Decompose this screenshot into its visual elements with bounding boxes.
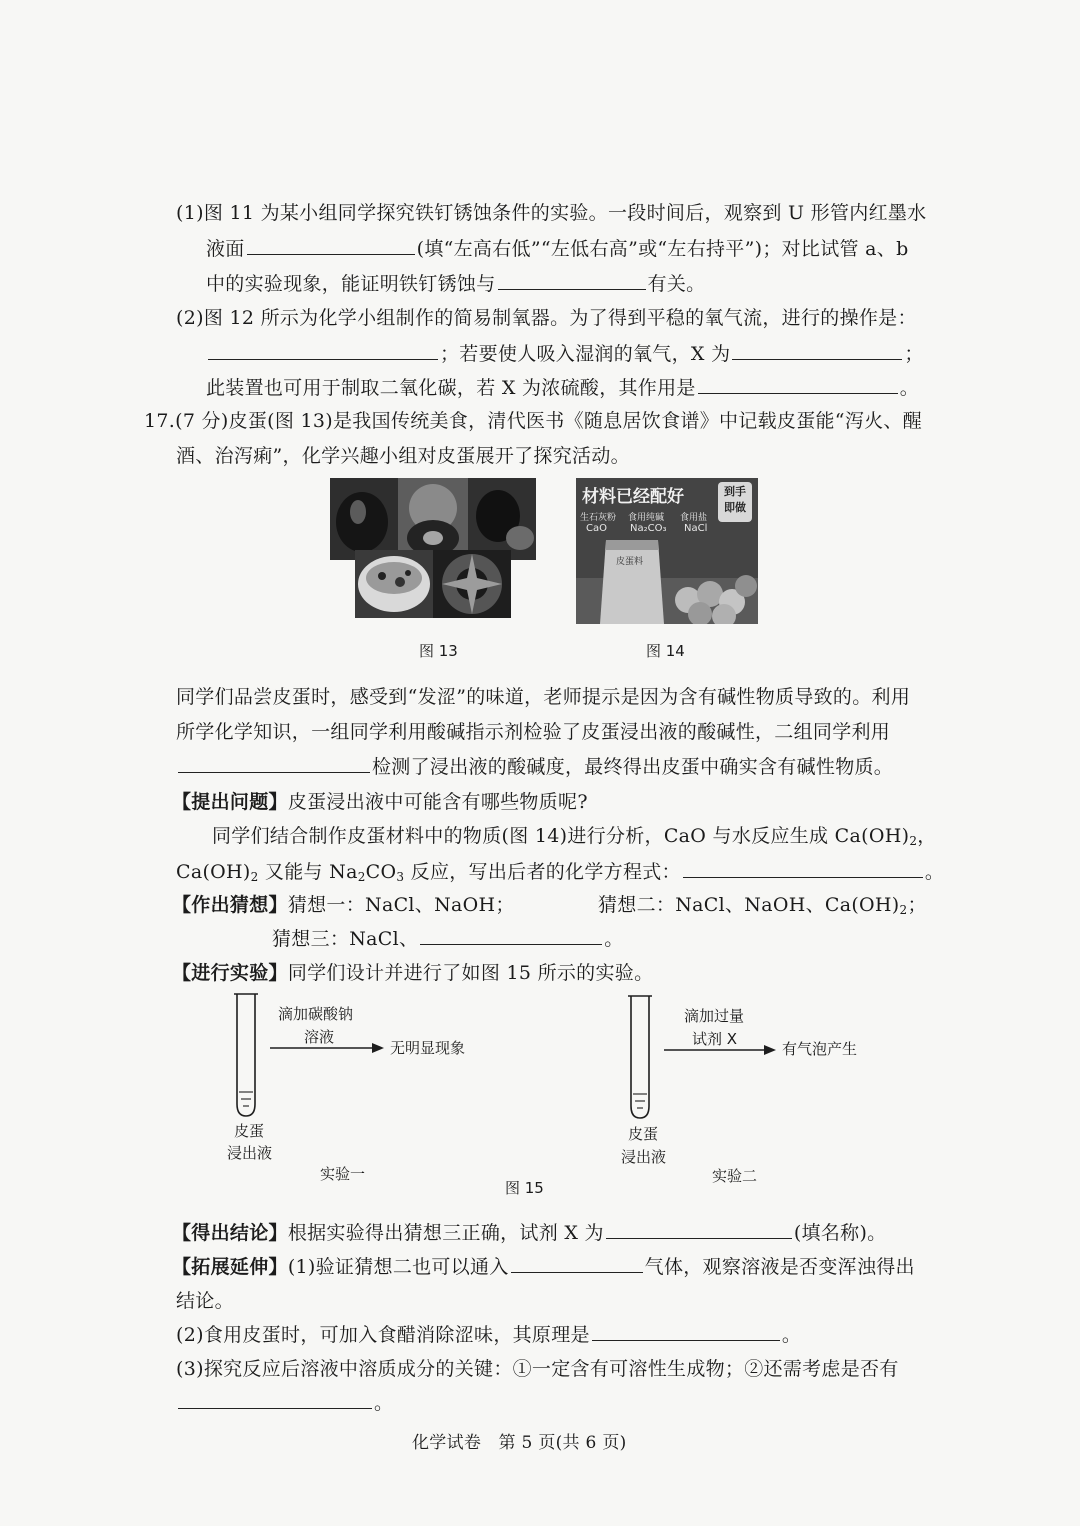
q17-para-line2: 所学化学知识，一组同学利用酸碱指示剂检验了皮蛋浸出液的酸碱性，二组同学利用 xyxy=(176,721,891,743)
text: (填“左高右低”“左低右高”或“左右持平”)；对比试管 a、b xyxy=(416,238,909,260)
section-tag-conclusion: 【得出结论】 xyxy=(172,1222,288,1244)
fig14-chem-nacl: NaCl xyxy=(684,523,708,534)
text: 皮蛋浸出液中可能含有哪些物质呢? xyxy=(287,791,588,813)
answer-blank-reagent-x[interactable] xyxy=(606,1220,792,1239)
q17-extend-line1 xyxy=(172,1254,915,1280)
sub: 2 xyxy=(357,870,366,884)
text: 。 xyxy=(924,861,945,883)
exp2-tube-line1: 皮蛋 xyxy=(628,1125,659,1143)
fig14-headline: 材料已经配好 xyxy=(582,487,684,507)
badge-line1: 到手 xyxy=(724,485,746,498)
text: 此装置也可用于制取二氧化碳，若 X 为浓硫酸，其作用是 xyxy=(206,377,696,399)
fig14-label-salt: 食用盐 xyxy=(680,513,708,523)
text: (1)验证猜想二也可以通入 xyxy=(287,1256,509,1278)
q16-part2-line1: (2)图 12 所示为化学小组制作的简易制氧器。为了得到平稳的氧气流，进行的操作是： xyxy=(176,307,917,329)
figure-15-caption: 图 15 xyxy=(505,1179,544,1197)
q17-extend-line1-cont: 结论。 xyxy=(176,1290,234,1312)
text: ； xyxy=(907,894,927,916)
fig14-chem-na2co3: Na₂CO₃ xyxy=(630,523,667,534)
sub: 2 xyxy=(250,870,259,884)
exp1-name: 实验一 xyxy=(320,1165,366,1183)
text: (2)食用皮蛋时，可加入食醋消除涩味，其原理是 xyxy=(176,1324,590,1346)
exp1-tube-line1: 皮蛋 xyxy=(234,1122,265,1140)
text: 液面 xyxy=(206,238,245,260)
exp2-tube-line2: 浸出液 xyxy=(621,1148,667,1166)
text: (填名称)。 xyxy=(793,1222,887,1244)
fig14-chem-cao: CaO xyxy=(586,523,607,534)
text: 猜想三：NaCl、 xyxy=(272,928,419,950)
text: 反应，写出后者的化学方程式： xyxy=(404,861,681,883)
q17-extend-line3-cont xyxy=(176,1390,393,1416)
badge-line2: 即做 xyxy=(724,501,746,514)
page-footer: 化学试卷 第 5 页(共 6 页) xyxy=(412,1433,627,1453)
text: 猜想一：NaCl、NaOH； xyxy=(287,894,515,916)
text: 中的实验现象，能证明铁钉锈蚀与 xyxy=(206,273,496,295)
section-tag-extend: 【拓展延伸】 xyxy=(172,1256,288,1278)
exp1-tube-line2: 浸出液 xyxy=(227,1144,273,1162)
text: 。 xyxy=(899,377,920,399)
fig14-label-cao: 生石灰粉 xyxy=(580,513,617,523)
exp1-result: 无明显现象 xyxy=(390,1039,466,1057)
text: 同学们结合制作皮蛋材料中的物质(图 14)进行分析，CaO 与水反应生成 Ca(OH) xyxy=(212,825,910,847)
sub: 2 xyxy=(909,834,918,848)
q16-part1-line1: (1)图 11 为某小组同学探究铁钉锈蚀条件的实验。一段时间后，观察到 U 形管内红墨水 xyxy=(176,202,927,224)
exp2-result: 有气泡产生 xyxy=(782,1040,858,1058)
text: ； xyxy=(904,343,924,365)
text: 。 xyxy=(781,1324,802,1346)
q17-conclusion xyxy=(172,1220,886,1246)
section-tag-guess: 【作出猜想】 xyxy=(172,894,288,916)
exp1-reagent-line1: 滴加碳酸钠 xyxy=(278,1005,354,1023)
test-tube-2 xyxy=(628,996,652,1118)
text: 又能与 Na xyxy=(258,861,358,883)
q17-extend-line3: (3)探究反应后溶液中溶质成分的关键：①一定含有可溶性生成物；②还需考虑是否有 xyxy=(176,1358,899,1380)
section-tag-experiment: 【进行实验】 xyxy=(172,962,288,984)
section-tag-question: 【提出问题】 xyxy=(172,791,288,813)
test-tube-1 xyxy=(234,994,258,1116)
text: 气体，观察溶液是否变浑浊得出 xyxy=(644,1256,915,1278)
answer-blank-vinegar-principle[interactable] xyxy=(592,1322,780,1341)
exp1-reagent-line2: 溶液 xyxy=(304,1028,335,1046)
text: CO xyxy=(365,861,397,883)
figure-14-caption: 图 14 xyxy=(646,642,685,660)
text: 猜想二：NaCl、NaOH、Ca(OH) xyxy=(598,894,900,916)
text: 有关。 xyxy=(647,273,706,295)
figure-13-caption: 图 13 xyxy=(419,642,458,660)
fig14-bag-text: 皮蛋料 xyxy=(616,557,644,567)
q17-intro-line2: 酒、治泻痢”，化学兴趣小组对皮蛋展开了探究活动。 xyxy=(176,445,630,467)
text: 。 xyxy=(604,928,624,950)
answer-blank-reactant[interactable] xyxy=(178,1390,372,1409)
text: 检测了浸出液的酸碱度，最终得出皮蛋中确实含有碱性物质。 xyxy=(372,756,894,778)
text: 根据实验得出猜想三正确，试剂 X 为 xyxy=(287,1222,604,1244)
q17-para-line1: 同学们品尝皮蛋时，感受到“发涩”的味道，老师提示是因为含有碱性物质导致的。利用 xyxy=(176,686,911,708)
exp2-reagent-line2: 试剂 X xyxy=(692,1030,738,1048)
fig14-label-soda: 食用纯碱 xyxy=(628,513,665,523)
sub: 2 xyxy=(899,903,908,917)
text: ， xyxy=(917,825,937,847)
text: 同学们设计并进行了如图 15 所示的实验。 xyxy=(287,962,654,984)
sub: 3 xyxy=(396,870,405,884)
q17-extend-line2 xyxy=(176,1322,801,1348)
q17-intro-line1: 17.(7 分)皮蛋(图 13)是我国传统美食，清代医书《随息居饮食谱》中记载皮蛋能“泻火、醒 xyxy=(144,410,923,432)
text: 。 xyxy=(374,1392,394,1414)
answer-blank-gas[interactable] xyxy=(511,1254,643,1273)
exp2-name: 实验二 xyxy=(712,1167,758,1185)
exp2-reagent-line1: 滴加过量 xyxy=(684,1007,745,1025)
text: ；若要使人吸入湿润的氧气，X 为 xyxy=(440,343,731,365)
text: Ca(OH) xyxy=(176,861,251,883)
